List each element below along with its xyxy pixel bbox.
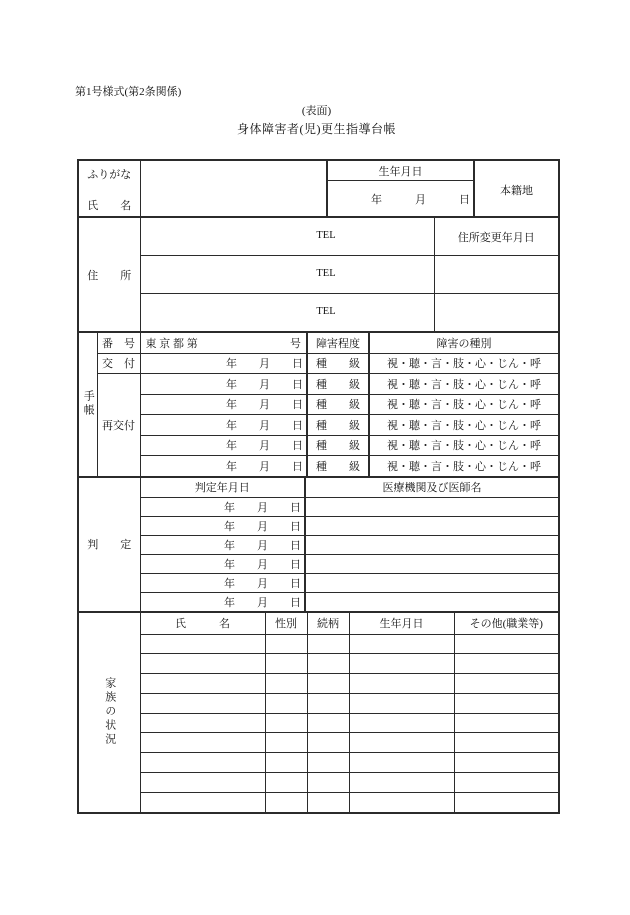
family-name-cell: [140, 753, 265, 773]
address-change-date-cell: [434, 294, 558, 332]
family-name-cell: [140, 634, 265, 654]
family-relation-cell: [307, 693, 349, 713]
disability-degree-header: 障害程度: [307, 333, 369, 354]
address-line-2: [140, 256, 434, 294]
doctor-cell: [305, 554, 558, 573]
reissue-label: 再交付: [97, 374, 140, 477]
certificate-section: [79, 332, 558, 477]
type-fields: 視・聴・言・肢・心・じん・呼: [369, 353, 558, 374]
family-birthdate-cell: [349, 713, 454, 733]
degree-fields: 種 級: [307, 456, 369, 477]
certificate-label: 手帳: [82, 390, 95, 419]
reissue-date-fields: 年 月 日: [140, 435, 307, 456]
doctor-cell: [305, 516, 558, 535]
form-table: [77, 159, 560, 814]
family-other-cell: [454, 733, 558, 753]
family-gender-cell: [265, 773, 307, 793]
family-header-relation: 続柄: [307, 612, 349, 634]
family-label-cell: [79, 612, 140, 812]
family-relation-cell: [307, 773, 349, 793]
family-gender-cell: [265, 693, 307, 713]
side-label: (表面): [301, 105, 332, 117]
degree-fields: 種 級: [307, 394, 369, 415]
family-name-cell: [140, 792, 265, 811]
name-section: [79, 161, 558, 217]
certificate-number-cell: [140, 333, 307, 354]
reissue-date-fields: 年 月 日: [140, 394, 307, 415]
family-relation-cell: [307, 713, 349, 733]
family-other-cell: [454, 792, 558, 811]
family-header-other: その他(職業等): [454, 612, 558, 634]
medical-institution-header: 医療機関及び医師名: [305, 477, 558, 497]
name-label-cell: [79, 161, 140, 217]
name-input-area: [140, 161, 327, 217]
family-name-cell: [140, 654, 265, 674]
reissue-date-fields: 年 月 日: [140, 415, 307, 436]
judgement-date-fields: 年 月 日: [140, 573, 305, 592]
family-relation-cell: [307, 654, 349, 674]
doctor-cell: [305, 573, 558, 592]
family-gender-cell: [265, 753, 307, 773]
address-line-1: [140, 218, 434, 256]
family-gender-cell: [265, 792, 307, 811]
family-gender-cell: [265, 634, 307, 654]
family-gender-cell: [265, 654, 307, 674]
type-fields: 視・聴・言・肢・心・じん・呼: [369, 456, 558, 477]
type-fields: 視・聴・言・肢・心・じん・呼: [369, 374, 558, 395]
family-other-cell: [454, 693, 558, 713]
family-name-cell: [140, 713, 265, 733]
family-header-gender: 性別: [265, 612, 307, 634]
tel-label: TEL: [316, 230, 336, 241]
address-change-date-header: 住所変更年月日: [434, 218, 558, 256]
family-relation-cell: [307, 733, 349, 753]
family-relation-cell: [307, 634, 349, 654]
family-relation-cell: [307, 753, 349, 773]
family-name-cell: [140, 733, 265, 753]
family-birthdate-cell: [349, 773, 454, 793]
address-label: 住 所: [79, 218, 140, 332]
furigana-label: ふりがな: [87, 169, 132, 181]
domicile-header: 本籍地: [474, 161, 558, 217]
judgement-date-header: 判定年月日: [140, 477, 305, 497]
reissue-date-fields: 年 月 日: [140, 456, 307, 477]
certificate-number-prefix: 東 京 都 第: [145, 337, 198, 350]
page-title: 身体障害者(児)更生指導台帳: [237, 122, 396, 136]
type-fields: 視・聴・言・肢・心・じん・呼: [369, 435, 558, 456]
family-label: 家族の状況: [103, 677, 116, 748]
family-birthdate-cell: [349, 693, 454, 713]
family-relation-cell: [307, 674, 349, 694]
family-other-cell: [454, 773, 558, 793]
family-birthdate-cell: [349, 792, 454, 811]
disability-type-header: 障害の種別: [369, 333, 558, 354]
name-label: 氏 名: [87, 200, 132, 212]
family-other-cell: [454, 674, 558, 694]
birthdate-header: 生年月日: [327, 161, 474, 181]
family-other-cell: [454, 753, 558, 773]
tel-label: TEL: [316, 306, 336, 317]
address-line-3: [140, 294, 434, 332]
family-gender-cell: [265, 674, 307, 694]
certificate-label-cell: [79, 333, 97, 477]
family-relation-cell: [307, 792, 349, 811]
degree-fields: 種 級: [307, 435, 369, 456]
degree-fields: 種 級: [307, 415, 369, 436]
family-header-birthdate: 生年月日: [349, 612, 454, 634]
judgement-date-fields: 年 月 日: [140, 516, 305, 535]
family-birthdate-cell: [349, 733, 454, 753]
judgement-date-fields: 年 月 日: [140, 554, 305, 573]
judgement-date-fields: 年 月 日: [140, 497, 305, 516]
certificate-number-label: 番 号: [97, 333, 140, 354]
family-gender-cell: [265, 733, 307, 753]
family-name-cell: [140, 674, 265, 694]
certificate-number-suffix: 号: [290, 337, 301, 350]
judgement-section: [79, 477, 558, 612]
family-birthdate-cell: [349, 654, 454, 674]
doctor-cell: [305, 592, 558, 611]
type-fields: 視・聴・言・肢・心・じん・呼: [369, 394, 558, 415]
family-name-cell: [140, 693, 265, 713]
address-change-date-cell: [434, 256, 558, 294]
issue-label: 交 付: [97, 353, 140, 374]
family-other-cell: [454, 654, 558, 674]
issue-date-fields: 年 月 日: [140, 353, 307, 374]
judgement-label: 判 定: [79, 477, 140, 611]
type-fields: 視・聴・言・肢・心・じん・呼: [369, 415, 558, 436]
family-gender-cell: [265, 713, 307, 733]
judgement-date-fields: 年 月 日: [140, 535, 305, 554]
family-birthdate-cell: [349, 674, 454, 694]
family-birthdate-cell: [349, 634, 454, 654]
address-section: [79, 217, 558, 332]
family-other-cell: [454, 713, 558, 733]
form-number: 第1号様式(第2条関係): [75, 86, 182, 98]
birthdate-fields: 年 月 日: [327, 181, 474, 217]
reissue-date-fields: 年 月 日: [140, 374, 307, 395]
judgement-date-fields: 年 月 日: [140, 592, 305, 611]
family-name-cell: [140, 773, 265, 793]
family-header-name: 氏 名: [140, 612, 265, 634]
doctor-cell: [305, 497, 558, 516]
degree-fields: 種 級: [307, 353, 369, 374]
degree-fields: 種 級: [307, 374, 369, 395]
family-birthdate-cell: [349, 753, 454, 773]
family-section: [79, 612, 558, 812]
tel-label: TEL: [316, 268, 336, 279]
doctor-cell: [305, 535, 558, 554]
family-other-cell: [454, 634, 558, 654]
